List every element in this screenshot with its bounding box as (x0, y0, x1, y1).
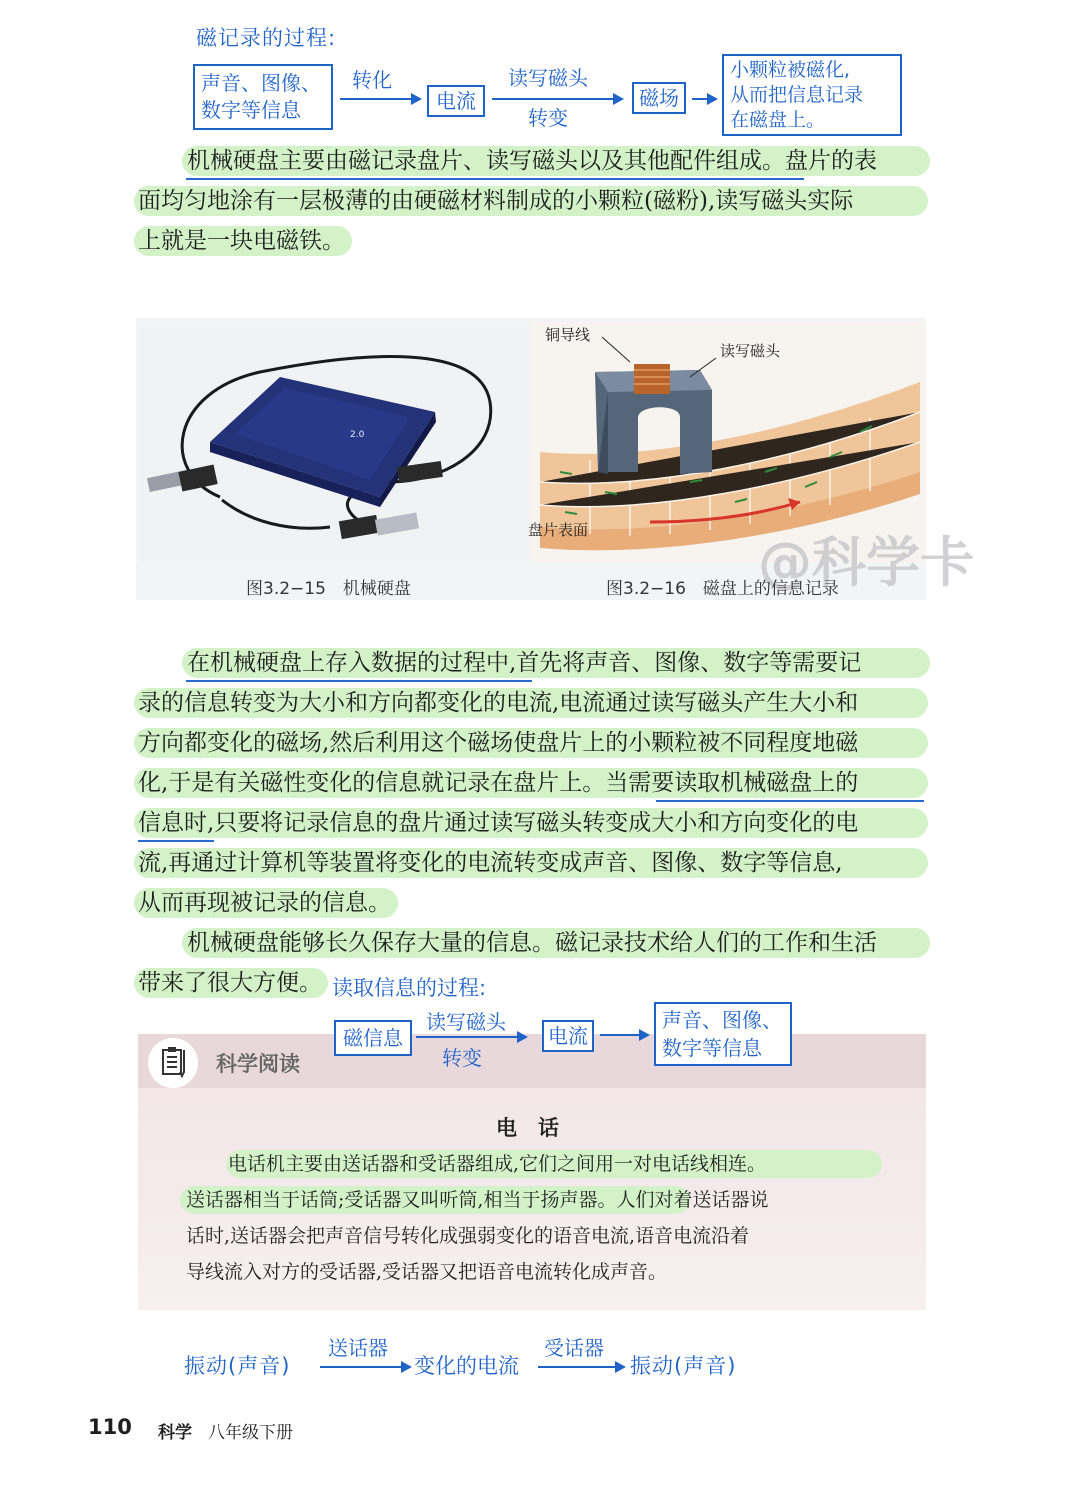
read-box-output (654, 1002, 792, 1066)
para1-line3: 上就是一块电磁铁。 (138, 228, 345, 254)
figure-16-caption: 图3.2−16 磁盘上的信息记录 (606, 579, 839, 599)
read-arrow-1 (416, 1036, 526, 1038)
para2-line7: 从而再现被记录的信息。 (138, 890, 391, 916)
hdd-logo-text: 2.0 (350, 430, 365, 440)
reading-icon-circle (148, 1038, 198, 1088)
hard-disk-image (140, 322, 530, 562)
phone-flow-end: 振动(声音) (630, 1354, 737, 1378)
reading-line4: 导线流入对方的受话器,受话器又把语音电流转化成声音。 (186, 1261, 668, 1283)
para2-line5: 信息时,只要将记录信息的盘片通过读写磁头转变成大小和方向变化的电 (138, 810, 859, 836)
notebook-icon (148, 1038, 198, 1088)
para3-line2: 带来了很大方便。 (138, 970, 322, 996)
reading-line1: 电话机主要由送话器和受话器组成,它们之间用一对电话线相连。 (228, 1153, 767, 1175)
page-number: 110 (88, 1415, 132, 1439)
phone-flow-start: 振动(声音) (184, 1354, 291, 1378)
read-arrow-2 (600, 1034, 648, 1036)
para2-line1: 在机械硬盘上存入数据的过程中,首先将声音、图像、数字等需要记 (187, 650, 862, 676)
label-disk-surface: 盘片表面 (528, 521, 589, 539)
read-box-current: 电流 (542, 1020, 594, 1052)
arrow2-label-bottom: 转变 (528, 106, 568, 130)
phone-flow-middle: 变化的电流 (414, 1354, 519, 1378)
para2-line2: 录的信息转变为大小和方向都变化的电流,电流通过读写磁头产生大小和 (138, 690, 859, 716)
write-box-info-line1: 声音、图像、 (201, 71, 321, 95)
para2-line6: 流,再通过计算机等装置将变化的电流转变成声音、图像、数字等信息, (138, 850, 843, 876)
phone-arrow2-label: 受话器 (544, 1336, 604, 1360)
watermark: @科学卡 (758, 531, 974, 594)
footer-subject: 科学 (158, 1423, 192, 1443)
write-box-current: 电流 (427, 85, 485, 117)
read-box-magnetic-info: 磁信息 (334, 1020, 412, 1056)
label-copper-wire: 铜导线 (545, 326, 591, 344)
read-process-title: 读取信息的过程: (332, 976, 487, 1000)
label-read-write-head: 读写磁头 (720, 342, 781, 360)
para2-line3: 方向都变化的磁场,然后利用这个磁场使盘片上的小颗粒被不同程度地磁 (138, 730, 859, 756)
reading-title: 电 话 (496, 1115, 559, 1140)
write-arrow-3 (692, 98, 716, 100)
reading-section-label: 科学阅读 (216, 1052, 300, 1076)
write-box-field: 磁场 (632, 82, 686, 114)
write-box-result-line2: 从而把信息记录 (730, 84, 864, 106)
write-process-title: 磁记录的过程: (196, 26, 337, 50)
write-arrow-1 (340, 98, 420, 100)
write-box-info-line2: 数字等信息 (201, 98, 301, 122)
figure-15-caption: 图3.2−15 机械硬盘 (246, 579, 411, 599)
para1-line2: 面均匀地涂有一层极薄的由硬磁材料制成的小颗粒(磁粉),读写磁头实际 (138, 188, 854, 214)
para1-line1: 机械硬盘主要由磁记录盘片、读写磁头以及其他配件组成。盘片的表 (187, 148, 877, 174)
read-arrow-label-bottom: 转变 (442, 1046, 482, 1070)
para3-line1: 机械硬盘能够长久保存大量的信息。磁记录技术给人们的工作和生活 (187, 930, 877, 956)
phone-arrow1-label: 送话器 (328, 1336, 388, 1360)
read-arrow-label-top: 读写磁头 (426, 1010, 506, 1034)
reading-line3: 话时,送话器会把声音信号转化成强弱变化的语音电流,语音电流沿着 (186, 1225, 750, 1247)
write-box-result-line1: 小颗粒被磁化, (730, 59, 851, 81)
write-box-info (193, 64, 333, 130)
phone-arrow-1 (320, 1366, 410, 1368)
read-box-output-line1: 声音、图像、 (662, 1008, 782, 1032)
arrow2-label-top: 读写磁头 (508, 66, 588, 90)
read-box-output-line2: 数字等信息 (662, 1036, 762, 1060)
reading-line2: 送话器相当于话筒;受话器又叫听筒,相当于扬声器。人们对着送话器说 (186, 1189, 769, 1211)
phone-arrow-2 (538, 1366, 624, 1368)
footer-grade: 八年级下册 (208, 1423, 293, 1443)
para2-line4: 化,于是有关磁性变化的信息就记录在盘片上。当需要读取机械磁盘上的 (138, 770, 859, 796)
arrow1-label: 转化 (352, 68, 392, 92)
write-box-result (722, 54, 902, 136)
write-box-result-line3: 在磁盘上。 (730, 109, 826, 131)
write-arrow-2 (492, 98, 622, 100)
